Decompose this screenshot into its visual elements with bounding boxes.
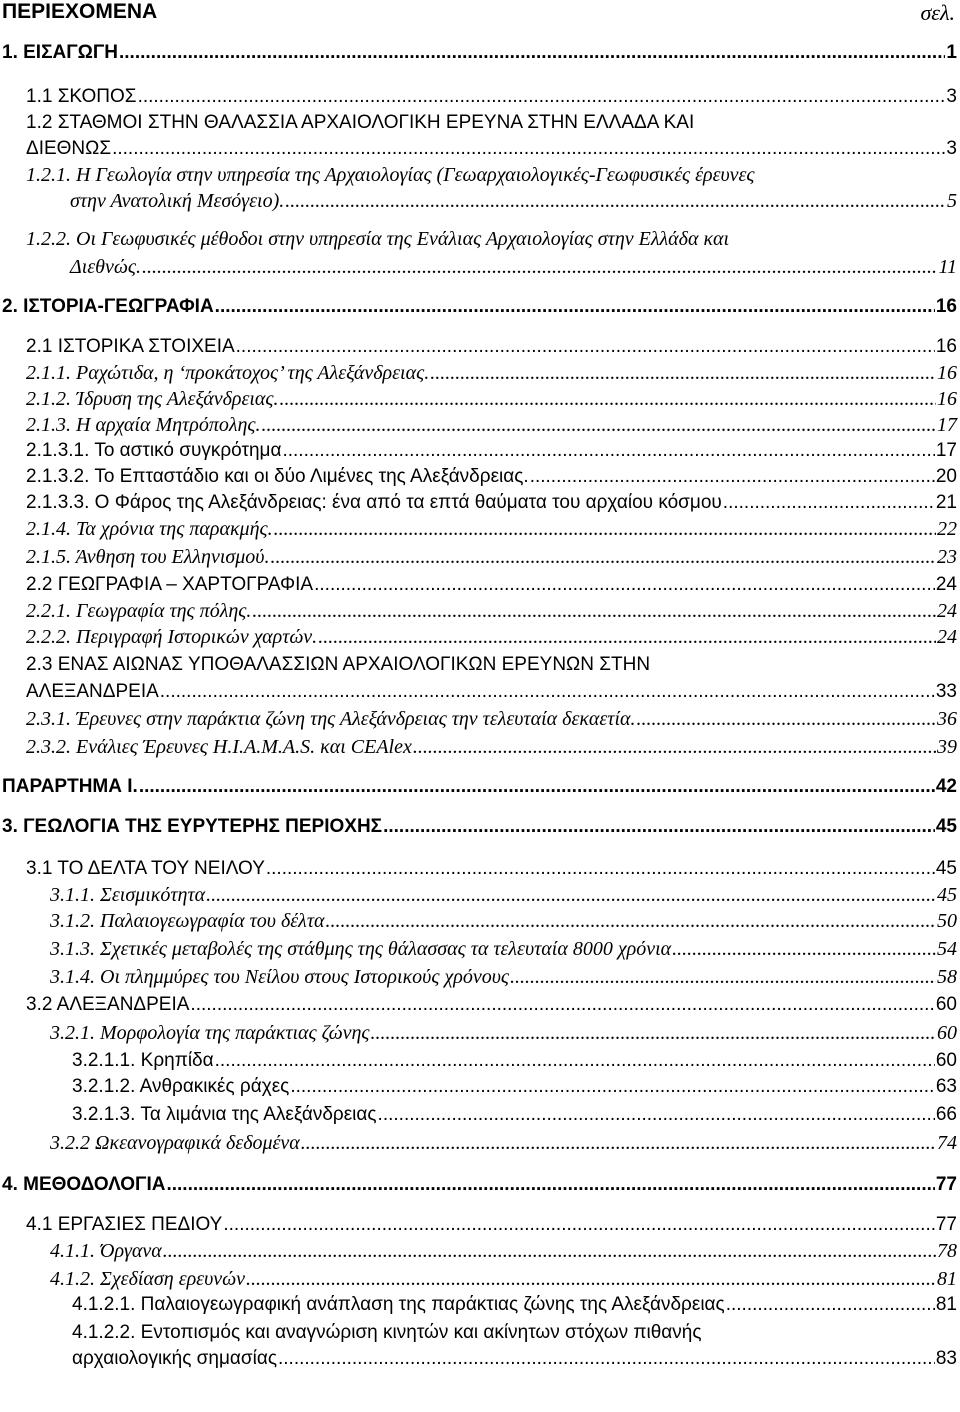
dot-leader [252, 598, 936, 624]
toc-entry-title: ΠΑΡΑΡΤΗΜΑ Ι. [2, 776, 138, 797]
toc-entry-title: 2.1.3.3. Ο Φάρος της Αλεξάνδρειας: ένα από τα επτά θαύματα του αρχαίου κόσμου [26, 492, 722, 513]
toc-entry-page: 17 [937, 414, 957, 436]
toc-entry-title: 3.2.1.1. Κρηπίδα [72, 1050, 214, 1071]
toc-entry-page: 24 [937, 626, 957, 648]
dot-leader [142, 254, 938, 280]
toc-entry-title: 2.1 ΙΣΤΟΡΙΚΑ ΣΤΟΙΧΕΙΑ [26, 336, 235, 357]
dot-leader [280, 386, 936, 412]
dot-leader [314, 572, 935, 598]
page-column-label: σελ. [920, 0, 955, 25]
toc-entry-page: 74 [937, 1132, 957, 1154]
dot-leader [223, 1212, 935, 1238]
toc-entry-page: 21 [935, 492, 957, 513]
toc-entry-title: 3.2.1.3. Τα λιμάνια της Αλεξάνδρειας [72, 1104, 377, 1125]
dot-leader [166, 1172, 934, 1198]
toc-entry-title: 4.1.2.2. Εντοπισμός και αναγνώριση κινητών και ακίνητων στόχων πιθανής [72, 1322, 702, 1343]
toc-entry-page: 16 [937, 362, 957, 384]
toc-entry-page: 1 [946, 42, 957, 63]
toc-entry-title-continuation: αρχαιολογικής σημασίας [72, 1348, 277, 1369]
toc-entry-title: 3.2 ΑΛΕΞΑΝΔΡΕΙΑ [26, 994, 190, 1015]
dot-leader [413, 734, 936, 760]
toc-entry-title: 4.1 ΕΡΓΑΣΙΕΣ ΠΕΔΙΟΥ [26, 1214, 223, 1235]
dot-leader [290, 1074, 935, 1100]
toc-entry-page: 36 [937, 708, 957, 730]
dot-leader [278, 1346, 935, 1372]
toc-entry-page: 16 [937, 388, 957, 410]
toc-entry-title: 1.2 ΣΤΑΘΜΟΙ ΣΤΗΝ ΘΑΛΑΣΣΙΑ ΑΡΧΑΙΟΛΟΓΙΚΗ ΕΡΕΥΝΑ ΣΤΗΝ ΕΛΛΑΔΑ ΚΑΙ [26, 112, 695, 133]
toc-entry-page: 77 [935, 1214, 957, 1235]
dot-leader [274, 516, 936, 542]
dot-leader [270, 544, 936, 570]
dot-leader [215, 294, 935, 320]
toc-entry-page: 60 [935, 1050, 957, 1071]
toc-entry-title: 2.1.4. Τα χρόνια της παρακμής. [26, 518, 273, 540]
toc-entry-page: 77 [935, 1174, 957, 1195]
dot-leader [318, 624, 936, 650]
toc-entry-title: 3. ΓΕΩΛΟΓΙΑ ΤΗΣ ΕΥΡΥΤΕΡΗΣ ΠΕΡΙΟΧΗΣ [2, 816, 383, 837]
toc-entry-title: 3.1.3. Σχετικές μεταβολές της στάθμης της θάλασσας τα τελευταία 8000 χρόνια [50, 938, 672, 960]
toc-entry-title: 4. ΜΕΘΟΔΟΛΟΓΙΑ [2, 1174, 166, 1195]
dot-leader [383, 814, 935, 840]
toc-header [0, 0, 955, 28]
dot-leader [430, 360, 936, 386]
toc-entry-page: 60 [937, 1022, 957, 1044]
toc-entry-title: 2.2.2. Περιγραφή Ιστορικών χαρτών. [26, 626, 318, 648]
dot-leader [285, 188, 946, 214]
toc-entry-title: 4.1.2. Σχεδίαση ερευνών [50, 1268, 245, 1290]
dot-leader [723, 490, 935, 516]
toc-entry-page: 78 [937, 1240, 957, 1262]
toc-entry-title: 2.1.5. Άνθηση του Ελληνισμού. [26, 546, 270, 568]
toc-entry-page: 16 [935, 296, 957, 317]
toc-entry-title-continuation: στην Ανατολική Μεσόγειο). [70, 190, 285, 212]
toc-entry-title-continuation: Διεθνώς. [70, 256, 141, 278]
dot-leader [301, 1130, 936, 1156]
toc-entry-title-continuation: ΔΙΕΘΝΩΣ [26, 138, 112, 159]
toc-entry-title: 2.1.2. Ίδρυση της Αλεξάνδρειας. [26, 388, 279, 410]
toc-entry-title: 3.1 ΤΟ ΔΕΛΤΑ ΤΟΥ ΝΕΙΛΟΥ [26, 858, 265, 879]
toc-entry-title: 2. ΙΣΤΟΡΙΑ-ΓΕΩΓΡΑΦΙΑ [2, 296, 214, 317]
toc-entry-title: 1.1 ΣΚΟΠΟΣ [26, 86, 137, 107]
toc-entry-page: 16 [935, 336, 957, 357]
toc-entry-page: 81 [937, 1268, 957, 1290]
toc-entry-page: 58 [937, 966, 957, 988]
dot-leader [246, 1266, 936, 1292]
toc-entry-page: 3 [946, 138, 957, 159]
dot-leader [215, 1048, 935, 1074]
toc-entry-title: 2.2.1. Γεωγραφία της πόλης. [26, 600, 252, 622]
toc-entry-page: 3 [946, 86, 957, 107]
dot-leader [139, 774, 935, 800]
dot-leader [378, 1102, 935, 1128]
toc-entry-page: 83 [935, 1348, 957, 1369]
toc-entry-page: 24 [937, 600, 957, 622]
toc-entry-page: 81 [935, 1294, 957, 1315]
toc-entry-page: 39 [937, 736, 957, 758]
dot-leader [282, 438, 934, 464]
toc-entry-page: 45 [935, 858, 957, 879]
toc-entry-page: 45 [937, 884, 957, 906]
toc-entry-title: 2.3.2. Ενάλιες Έρευνες Η.Ι.Α.Μ.Α.S. και CEAlex [26, 736, 412, 758]
toc-entry-page: 23 [937, 546, 957, 568]
toc-entry-page: 22 [937, 518, 957, 540]
toc-entry-title: 4.1.1. Όργανα [50, 1240, 162, 1262]
dot-leader [510, 964, 936, 990]
toc-entry-title: 1. ΕΙΣΑΓΩΓΗ [2, 42, 118, 63]
toc-entry-page: 63 [935, 1076, 957, 1097]
dot-leader [119, 40, 945, 66]
toc-entry-title: 2.1.3.2. Το Επταστάδιο και οι δύο Λιμένες της Αλεξάνδρειας. [26, 466, 529, 487]
dot-leader [672, 936, 936, 962]
dot-leader [138, 84, 946, 110]
toc-entry-title: 2.3 ΕΝΑΣ ΑΙΩΝΑΣ ΥΠΟΘΑΛΑΣΣΙΩΝ ΑΡΧΑΙΟΛΟΓΙΚΩΝ ΕΡΕΥΝΩΝ ΣΤΗΝ [26, 654, 651, 675]
toc-entry-title: 2.1.3. Η αρχαία Μητρόπολης. [26, 414, 261, 436]
dot-leader [370, 1020, 936, 1046]
toc-entry-title: 3.2.2 Ωκεανογραφικά δεδομένα [50, 1132, 300, 1154]
dot-leader [726, 1292, 935, 1318]
dot-leader [190, 992, 934, 1018]
dot-leader [325, 908, 936, 934]
dot-leader [112, 136, 945, 162]
dot-leader [163, 1238, 936, 1264]
toc-entry-title-continuation: ΑΛΕΞΑΝΔΡΕΙΑ [26, 681, 159, 702]
toc-entry-page: 50 [937, 910, 957, 932]
toc-entry-page: 54 [937, 938, 957, 960]
toc-entry-page: 11 [938, 256, 957, 278]
dot-leader [160, 679, 935, 705]
toc-entry-page: 24 [935, 574, 957, 595]
toc-entry-title: 1.2.1. Η Γεωλογία στην υπηρεσία της Αρχαιολογίας (Γεωαρχαιολογικές-Γεωφυσικές έρευνες [26, 164, 755, 186]
toc-entry-title: 3.1.4. Οι πλημμύρες του Νείλου στους Ιστορικούς χρόνους [50, 966, 510, 988]
dot-leader [262, 412, 936, 438]
toc-entry-title: 1.2.2. Οι Γεωφυσικές μέθοδοι στην υπηρεσία της Ενάλιας Αρχαιολογίας στην Ελλάδα και [26, 228, 730, 250]
dot-leader [236, 334, 935, 360]
toc-entry-title: 2.3.1. Έρευνες στην παράκτια ζώνη της Αλεξάνδρειας την τελευταία δεκαετία. [26, 708, 636, 730]
toc-entry-page: 17 [935, 440, 957, 461]
toc-entry-page: 20 [935, 466, 957, 487]
toc-entry-page: 45 [935, 816, 957, 837]
toc-entry-page: 33 [935, 681, 957, 702]
toc-entry-title: 2.2 ΓΕΩΓΡΑΦΙΑ – ΧΑΡΤΟΓΡΑΦΙΑ [26, 574, 314, 595]
dot-leader [530, 464, 935, 490]
toc-entry-title: 3.2.1. Μορφολογία της παράκτιας ζώνης [50, 1022, 370, 1044]
toc-entry-title: 3.1.2. Παλαιογεωγραφία του δέλτα [50, 910, 325, 932]
dot-leader [266, 856, 935, 882]
toc-entry-title: 3.2.1.2. Ανθρακικές ράχες [72, 1076, 290, 1097]
dot-leader [637, 706, 936, 732]
toc-entry-page: 42 [935, 776, 957, 797]
toc-entry-title: 2.1.1. Ραχώτιδα, η ‘προκάτοχος’ της Αλεξάνδρειας. [26, 362, 430, 384]
toc-entry-title: 2.1.3.1. Το αστικό συγκρότημα [26, 440, 282, 461]
toc-entry-title: 3.1.1. Σεισμικότητα [50, 884, 206, 906]
toc-title: ΠΕΡΙΕΧΟΜΕΝΑ [2, 0, 158, 23]
toc-entry-page: 5 [947, 190, 957, 212]
dot-leader [206, 882, 936, 908]
toc-entry-title: 4.1.2.1. Παλαιογεωγραφική ανάπλαση της παράκτιας ζώνης της Αλεξάνδρειας [72, 1294, 725, 1315]
toc-entry-page: 66 [935, 1104, 957, 1125]
toc-entry-page: 60 [935, 994, 957, 1015]
